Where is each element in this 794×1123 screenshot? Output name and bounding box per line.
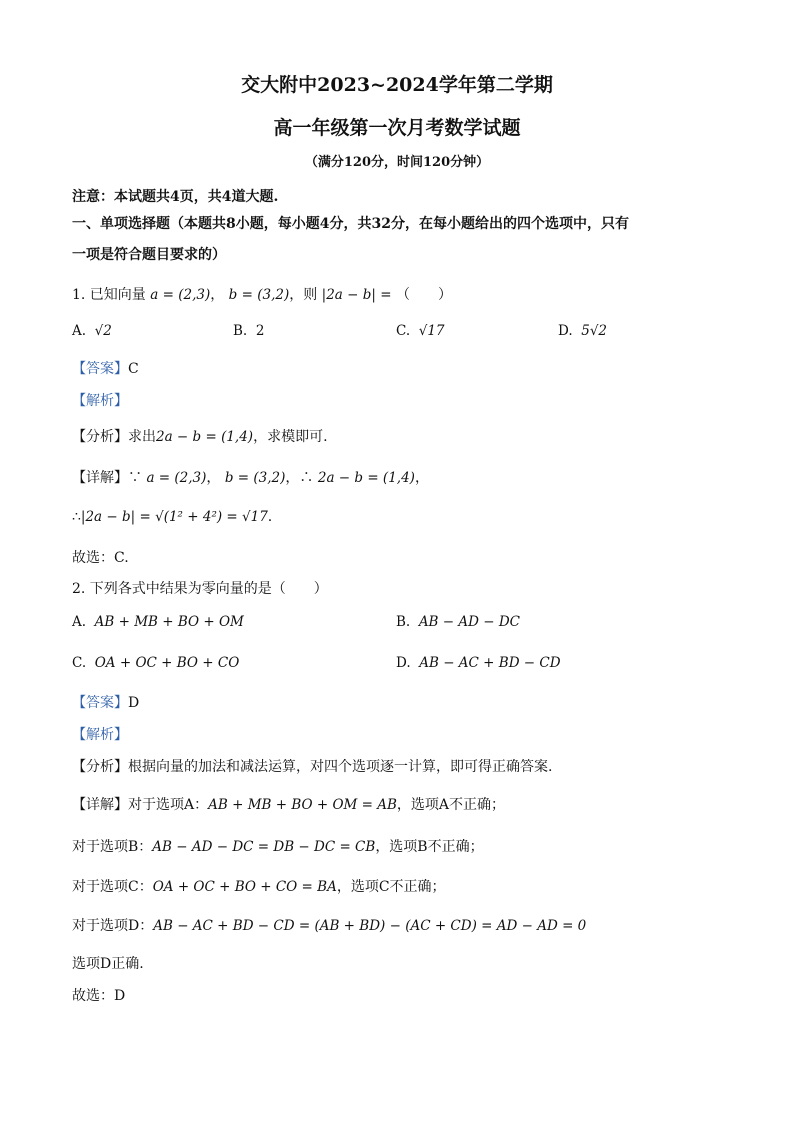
q2-option-c: C. OA + OC + BO + CO <box>72 655 240 671</box>
exam-subtitle: 高一年级第一次月考数学试题 <box>273 117 521 139</box>
q1-answer: 【答案】C <box>72 361 139 377</box>
q2-detail-a: 【详解】对于选项A：AB + MB + BO + OM = AB，选项A不正确； <box>72 797 506 813</box>
q2-detail-d: 对于选项D：AB − AC + BD − CD = (AB + BD) − (AC + CD) = AD − AD = 0 <box>72 918 587 934</box>
q1-jiexi: 【解析】 <box>72 393 128 409</box>
q2-detail-b: 对于选项B：AB − AD − DC = DB − DC = CB，选项B不正确； <box>72 839 484 855</box>
q1-vector-b: b = (3,2) <box>228 287 290 303</box>
exam-note: （满分120分，时间120分钟） <box>304 155 490 170</box>
q2-option-a: A. AB + MB + BO + OM <box>72 614 244 630</box>
q2-stem: 2. 下列各式中结果为零向量的是（ ） <box>72 581 328 597</box>
q1-conclusion: 故选：C. <box>72 550 129 566</box>
q1-vector-a: a = (2,3) <box>150 287 211 303</box>
q2-answer: 【答案】D <box>72 695 140 711</box>
q2-detail-d-result: 选项D正确. <box>72 956 144 972</box>
q1-option-b: B. 2 <box>233 323 265 339</box>
q1-option-a: A. √2 <box>72 323 112 339</box>
q1-stem: 1. 已知向量 a = (2,3)， b = (3,2)，则 |2a − b| = （ ） <box>72 287 452 303</box>
q1-fenxi: 【分析】求出2a − b = (1,4)，求模即可. <box>72 429 328 445</box>
q1-xiangjie: 【详解】∵ a = (2,3)， b = (3,2)，∴ 2a − b = (1,4)， <box>72 470 429 486</box>
section1-line2: 一项是符合题目要求的） <box>72 247 226 263</box>
q2-option-b: B. AB − AD − DC <box>396 614 520 630</box>
q2-conclusion: 故选：D <box>72 988 126 1004</box>
q1-modulus: |2a − b| = <box>321 287 392 303</box>
q2-jiexi: 【解析】 <box>72 727 128 743</box>
q1-therefore: ∴|2a − b| = √(1² + 4²) = √17. <box>72 509 273 525</box>
q2-fenxi: 【分析】根据向量的加法和减法运算，对四个选项逐一计算，即可得正确答案. <box>72 759 553 775</box>
q2-detail-c: 对于选项C：OA + OC + BO + CO = BA，选项C不正确； <box>72 879 446 895</box>
q1-option-d: D. 5√2 <box>558 323 608 339</box>
exam-title: 交大附中2023~2024学年第二学期 <box>241 74 553 96</box>
section1-line1: 一、单项选择题（本题共8小题，每小题4分，共32分，在每小题给出的四个选项中，只有 <box>72 216 629 232</box>
q1-option-c: C. √17 <box>396 323 445 339</box>
q2-option-d: D. AB − AC + BD − CD <box>396 655 561 671</box>
notice: 注意：本试题共4页，共4道大题. <box>72 189 279 205</box>
